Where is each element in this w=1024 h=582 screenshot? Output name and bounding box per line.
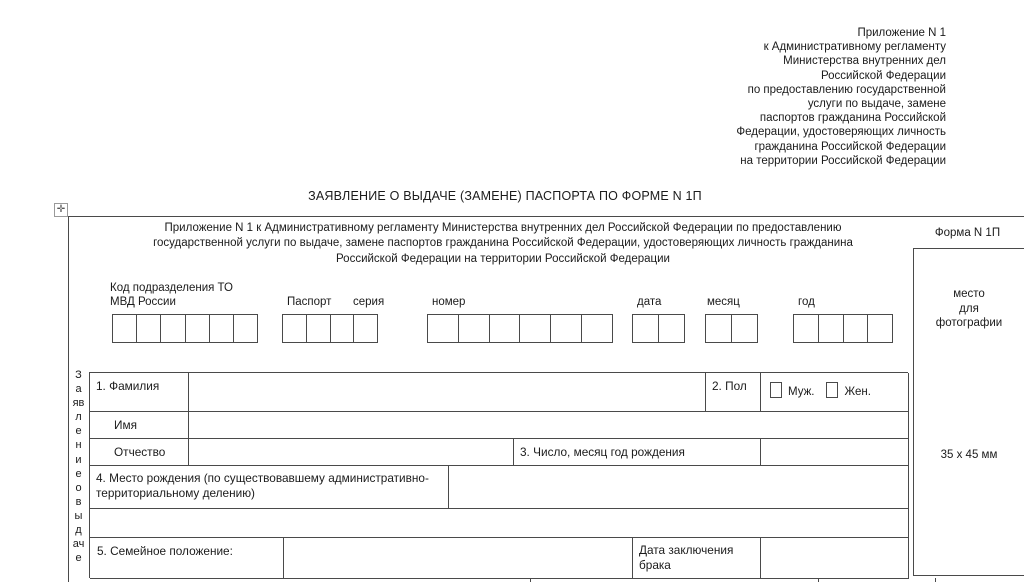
digit-cell[interactable] bbox=[632, 314, 659, 343]
sex-field bbox=[761, 373, 909, 412]
passport-label: Паспорт bbox=[287, 296, 332, 308]
digit-cell[interactable] bbox=[818, 314, 844, 343]
digit-cell[interactable] bbox=[519, 314, 551, 343]
intro-line: Российской Федерации на территории Российской Федерации bbox=[336, 252, 670, 265]
vertical-caption-letter: З bbox=[75, 369, 82, 381]
vertical-caption bbox=[68, 368, 89, 565]
sex-female-label: Жен. bbox=[844, 386, 871, 398]
vertical-caption-letter: е bbox=[75, 425, 82, 438]
digit-cell[interactable] bbox=[705, 314, 732, 343]
digit-cell[interactable] bbox=[112, 314, 137, 343]
intro-line: Приложение N 1 к Административному регламенту Министерства внутренних дел Российской Федерации по предоставлению bbox=[164, 222, 842, 234]
marital-status-input[interactable] bbox=[284, 538, 633, 579]
digit-cell[interactable] bbox=[136, 314, 161, 343]
number-label: номер bbox=[432, 296, 466, 308]
digit-cell[interactable] bbox=[489, 314, 521, 343]
patronymic-input[interactable] bbox=[189, 439, 514, 466]
series-label: серия bbox=[353, 296, 385, 308]
surname-input[interactable] bbox=[189, 373, 706, 412]
birthplace-label: 4. Место рождения (по существовавшему административно-территориальному делению) bbox=[90, 466, 449, 509]
sex-female-checkbox[interactable] bbox=[826, 382, 838, 398]
photo-size-note: 35 x 45 мм bbox=[940, 449, 998, 461]
marriage-date-input[interactable] bbox=[761, 538, 909, 579]
page-title: ЗАЯВЛЕНИЕ О ВЫДАЧЕ (ЗАМЕНЕ) ПАСПОРТА ПО ФОРМЕ N 1П bbox=[308, 189, 702, 203]
vertical-caption-letter: яв bbox=[72, 397, 85, 410]
form-intro-paragraph bbox=[98, 221, 908, 267]
marital-status-label: 5. Семейное положение: bbox=[90, 538, 284, 579]
digit-cell[interactable] bbox=[731, 314, 758, 343]
digit-cell[interactable] bbox=[581, 314, 613, 343]
firstname-input[interactable] bbox=[189, 412, 909, 439]
sex-male-checkbox[interactable] bbox=[770, 382, 782, 398]
header-line: по предоставлению государственной bbox=[747, 83, 946, 96]
header-line: гражданина Российской Федерации bbox=[754, 140, 946, 153]
digit-cell[interactable] bbox=[330, 314, 355, 343]
vertical-caption-letter: н bbox=[75, 439, 82, 452]
marriage-date-label-line: брака bbox=[639, 557, 671, 572]
vertical-caption-letter: в bbox=[75, 495, 82, 508]
vertical-caption-letter: д bbox=[75, 524, 82, 537]
patronymic-label: Отчество bbox=[90, 439, 189, 466]
code-label-line: МВД России bbox=[110, 295, 176, 308]
year-label: год bbox=[798, 296, 815, 308]
photo-caption-line: место bbox=[953, 288, 985, 300]
code-field-label bbox=[110, 282, 233, 309]
month-label: месяц bbox=[707, 296, 740, 308]
form-number-label: Форма N 1П bbox=[934, 227, 1001, 239]
intro-line: государственной услуги по выдаче, замене паспортов гражданина Российской Федерации, удостоверяющих личность гражданина bbox=[153, 237, 853, 250]
photo-placeholder-box[interactable] bbox=[913, 248, 1024, 576]
year-digit-cells bbox=[793, 314, 893, 343]
header-line: паспортов гражданина Российской bbox=[759, 112, 946, 125]
digit-cell[interactable] bbox=[793, 314, 819, 343]
table-move-handle-icon[interactable]: ✛ bbox=[54, 203, 68, 217]
header-line: на территории Российской Федерации bbox=[740, 154, 946, 167]
header-line: Приложение N 1 bbox=[857, 27, 946, 39]
regulation-header bbox=[736, 26, 946, 168]
firstname-label: Имя bbox=[90, 412, 189, 439]
birthplace-input[interactable] bbox=[449, 466, 909, 509]
surname-label: 1. Фамилия bbox=[90, 373, 189, 412]
vertical-caption-letter: а bbox=[75, 383, 82, 396]
vertical-caption-letter: ач bbox=[72, 538, 85, 551]
header-line: Российской Федерации bbox=[820, 69, 946, 82]
digit-cell[interactable] bbox=[282, 314, 307, 343]
code-digit-cells bbox=[112, 314, 258, 343]
digit-cell[interactable] bbox=[550, 314, 582, 343]
digit-cell[interactable] bbox=[458, 314, 490, 343]
digit-cell[interactable] bbox=[209, 314, 234, 343]
birthdate-input[interactable] bbox=[761, 439, 909, 466]
vertical-caption-letter: ы bbox=[74, 509, 83, 522]
header-line: Министерства внутренних дел bbox=[783, 55, 946, 68]
month-digit-cells bbox=[705, 314, 758, 343]
digit-cell[interactable] bbox=[867, 314, 893, 343]
vertical-caption-letter: е bbox=[75, 552, 82, 565]
birthdate-label: 3. Число, месяц год рождения bbox=[514, 439, 761, 466]
header-line: Федерации, удостоверяющих личность bbox=[736, 126, 946, 139]
series-digit-cells bbox=[282, 314, 378, 343]
day-label: дата bbox=[637, 296, 662, 308]
vertical-caption-letter: л bbox=[75, 411, 82, 424]
vertical-caption-letter: о bbox=[75, 481, 82, 494]
digit-cell[interactable] bbox=[843, 314, 869, 343]
next-row-border-stub bbox=[935, 578, 936, 582]
digit-cell[interactable] bbox=[306, 314, 331, 343]
day-digit-cells bbox=[632, 314, 685, 343]
digit-cell[interactable] bbox=[353, 314, 378, 343]
sex-male-label: Муж. bbox=[788, 386, 815, 398]
digit-cell[interactable] bbox=[658, 314, 685, 343]
code-label-line: Код подразделения ТО bbox=[110, 282, 233, 294]
fields-table bbox=[89, 372, 908, 578]
digit-cell[interactable] bbox=[160, 314, 185, 343]
sex-label: 2. Пол bbox=[706, 373, 761, 412]
photo-caption-line: фотографии bbox=[935, 317, 1003, 329]
vertical-caption-letter: е bbox=[75, 467, 82, 480]
next-row-border-stub bbox=[530, 578, 531, 582]
digit-cell[interactable] bbox=[427, 314, 459, 343]
vertical-caption-letter: и bbox=[75, 453, 82, 466]
photo-caption-line: для bbox=[959, 302, 979, 315]
marriage-date-label-line: Дата заключения bbox=[639, 543, 734, 557]
digit-cell[interactable] bbox=[185, 314, 210, 343]
header-line: услуги по выдаче, замене bbox=[807, 98, 946, 111]
number-digit-cells bbox=[427, 314, 613, 343]
marriage-date-label bbox=[633, 538, 761, 579]
photo-caption bbox=[914, 287, 1024, 331]
header-line: к Административному регламенту bbox=[763, 41, 946, 54]
next-row-border-stub bbox=[818, 578, 819, 582]
digit-cell[interactable] bbox=[233, 314, 258, 343]
birthplace-continuation-input[interactable] bbox=[90, 509, 909, 538]
